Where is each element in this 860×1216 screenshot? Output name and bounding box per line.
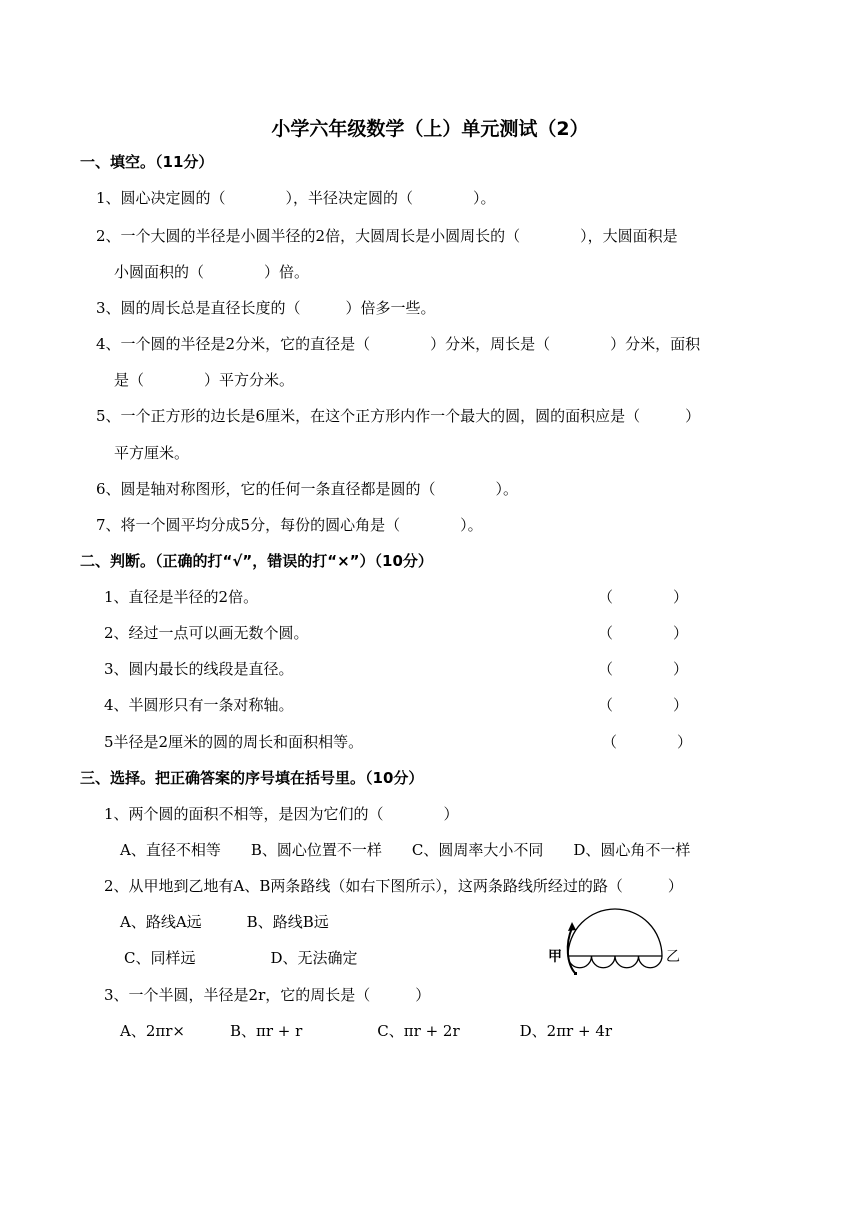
choice-q2-options-row2: C、同样远 D、无法确定 — [124, 949, 358, 967]
judge-q3-answer-paren: （ ） — [598, 660, 689, 678]
choice-q3-options: A、2πr× B、πr + r C、πr + 2r D、2πr + 4r — [120, 1022, 613, 1040]
label-jia: 甲 — [548, 949, 562, 965]
label-yi: 乙 — [666, 949, 680, 965]
judge-q4-answer-paren: （ ） — [598, 696, 689, 714]
section-2-heading: 二、判断。（正确的打“√”，错误的打“×”）（10分） — [80, 552, 433, 570]
judge-q2-answer-paren: （ ） — [598, 624, 689, 642]
section-3-heading: 三、选择。把正确答案的序号填在括号里。（10分） — [80, 769, 424, 787]
choice-q1: 1、两个圆的面积不相等，是因为它们的（ ） — [104, 805, 459, 823]
judge-q5: 5半径是2厘米的圆的周长和面积相等。 — [104, 733, 364, 751]
arrow-head — [568, 922, 576, 931]
section-1-heading: 一、填空。（11分） — [80, 153, 214, 171]
route-b-arc-2 — [592, 956, 616, 968]
fill-q2-line2: 小圆面积的（ ）倍。 — [114, 263, 310, 281]
choice-q3: 3、一个半圆，半径是2r，它的周长是（ ） — [104, 986, 431, 1004]
fill-q4-line2: 是（ ）平方分米。 — [114, 371, 295, 389]
fill-q6: 6、圆是轴对称图形，它的任何一条直径都是圆的（ ）。 — [96, 480, 519, 498]
fill-q4-line1: 4、一个圆的半径是2分米，它的直径是（ ）分米，周长是（ ）分米，面积 — [96, 335, 701, 353]
fill-q7: 7、将一个圆平均分成5分，每份的圆心角是（ ）。 — [96, 516, 483, 534]
choice-q2-options-row1: A、路线A远 B、路线B远 — [120, 913, 329, 931]
choice-q2: 2、从甲地到乙地有A、B两条路线（如右下图所示），这两条路线所经过的路（ ） — [104, 877, 683, 895]
fill-q2-line1: 2、一个大圆的半径是小圆半径的2倍，大圆周长是小圆周长的（ ），大圆面积是 — [96, 227, 678, 245]
judge-q1: 1、直径是半径的2倍。 — [104, 588, 259, 606]
judge-q3: 3、圆内最长的线段是直径。 — [104, 660, 294, 678]
route-b-arc-3 — [615, 956, 639, 968]
fill-q5-line2: 平方厘米。 — [114, 444, 190, 462]
page-title: 小学六年级数学（上）单元测试（2） — [271, 118, 589, 140]
fill-q3: 3、圆的周长总是直径长度的（ ）倍多一些。 — [96, 299, 436, 317]
route-b-arc-4 — [639, 956, 663, 968]
fill-q1: 1、圆心决定圆的（ ），半径决定圆的（ ）。 — [96, 189, 496, 207]
route-a-arc — [568, 909, 662, 956]
judge-q4: 4、半圆形只有一条对称轴。 — [104, 696, 294, 714]
judge-q2: 2、经过一点可以画无数个圆。 — [104, 624, 309, 642]
judge-q1-answer-paren: （ ） — [598, 588, 689, 606]
route-diagram — [540, 898, 700, 980]
judge-q5-answer-paren: （ ） — [602, 733, 693, 751]
start-dot — [574, 972, 577, 975]
fill-q5-line1: 5、一个正方形的边长是6厘米，在这个正方形内作一个最大的圆，圆的面积应是（ ） — [96, 407, 701, 425]
choice-q1-options: A、直径不相等 B、圆心位置不一样 C、圆周率大小不同 D、圆心角不一样 — [120, 841, 691, 859]
